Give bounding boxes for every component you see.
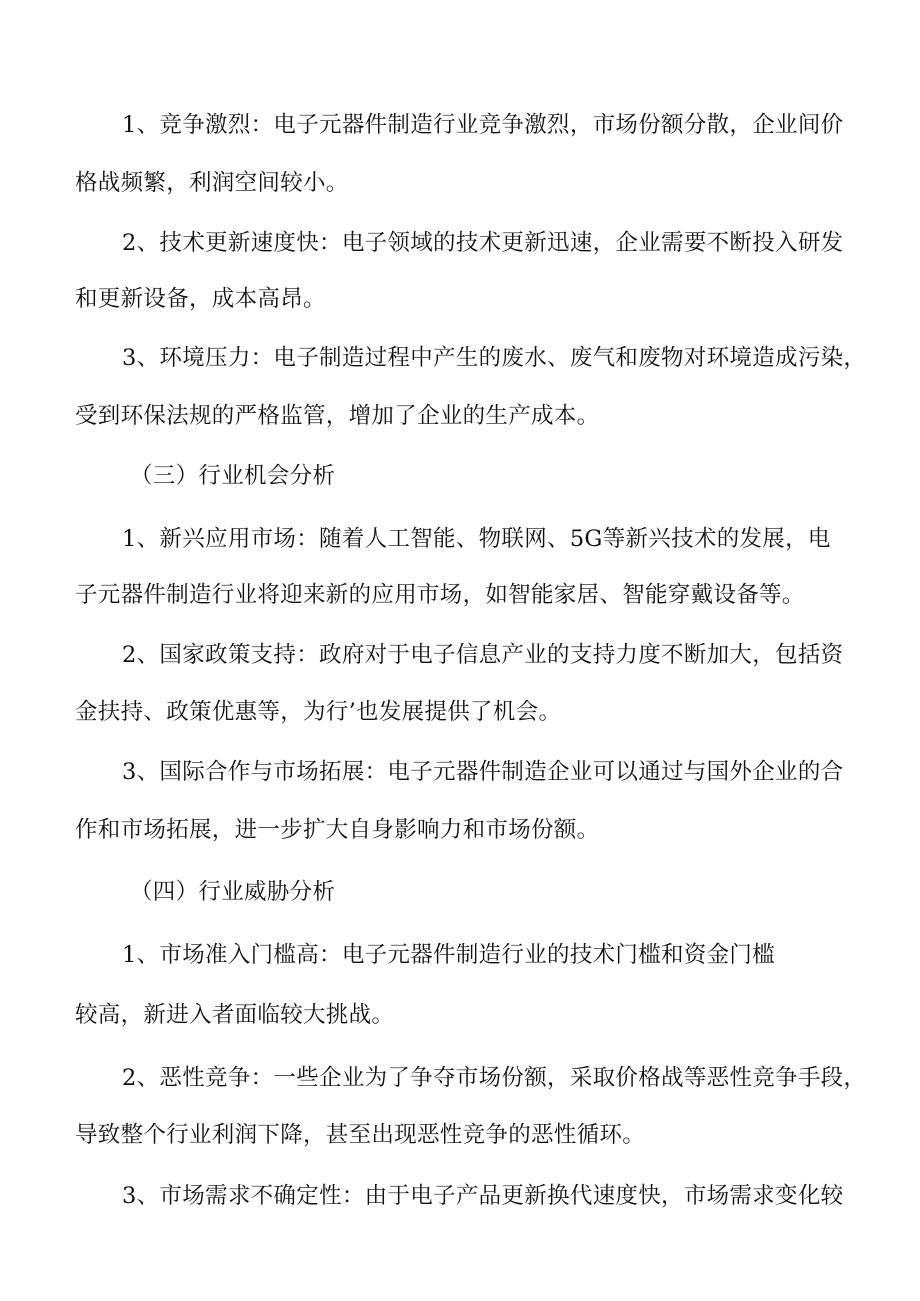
paragraph-emerging-market-line-1: 1、新兴应用市场：随着人工智能、物联网、5G等新兴技术的发展，电 <box>122 526 831 552</box>
section-heading-threats: （四）行业威胁分析 <box>130 879 336 905</box>
paragraph-environment-line-1: 3、环境压力：电子制造过程中产生的废水、废气和废物对环境造成污染， <box>122 345 867 371</box>
paragraph-policy-support-line-1: 2、国家政策支持：政府对于电子信息产业的支持力度不断加大，包括资 <box>122 642 844 668</box>
paragraph-environment-line-2: 受到环保法规的严格监管，增加了企业的生产成本。 <box>75 403 600 429</box>
paragraph-competition-line-1: 1、竞争激烈：电子元器件制造行业竞争激烈，市场份额分散，企业间价 <box>122 112 844 138</box>
paragraph-vicious-competition-line-1: 2、恶性竞争：一些企业为了争夺市场份额，采取价格战等恶性竞争手段， <box>122 1065 867 1091</box>
paragraph-international-line-2: 作和市场拓展，进一步扩大自身影响力和市场份额。 <box>75 817 600 843</box>
paragraph-tech-update-line-1: 2、技术更新速度快：电子领域的技术更新迅速，企业需要不断投入研发 <box>122 230 844 256</box>
paragraph-entry-barrier-line-1: 1、市场准入门槛高：电子元器件制造行业的技术门槛和资金门槛 <box>122 942 776 968</box>
paragraph-policy-support-line-2: 金扶持、政策优惠等，为行’也发展提供了机会。 <box>75 699 562 725</box>
paragraph-entry-barrier-line-2: 较高，新进入者面临较大挑战。 <box>75 1002 395 1028</box>
paragraph-emerging-market-line-2: 子元器件制造行业将迎来新的应用市场，如智能家居、智能穿戴设备等。 <box>75 582 805 608</box>
paragraph-demand-uncertainty-line-1: 3、市场需求不确定性：由于电子产品更新换代速度快，市场需求变化较 <box>122 1183 844 1209</box>
section-heading-opportunities: （三）行业机会分析 <box>130 463 336 489</box>
paragraph-tech-update-line-2: 和更新设备，成本高昂。 <box>75 286 326 312</box>
paragraph-vicious-competition-line-2: 导致整个行业利润下降，甚至出现恶性竞争的恶性循环。 <box>75 1122 646 1148</box>
paragraph-competition-line-2: 格战频繁，利润空间较小。 <box>75 170 349 196</box>
paragraph-international-line-1: 3、国际合作与市场拓展：电子元器件制造企业可以通过与国外企业的合 <box>122 759 844 785</box>
